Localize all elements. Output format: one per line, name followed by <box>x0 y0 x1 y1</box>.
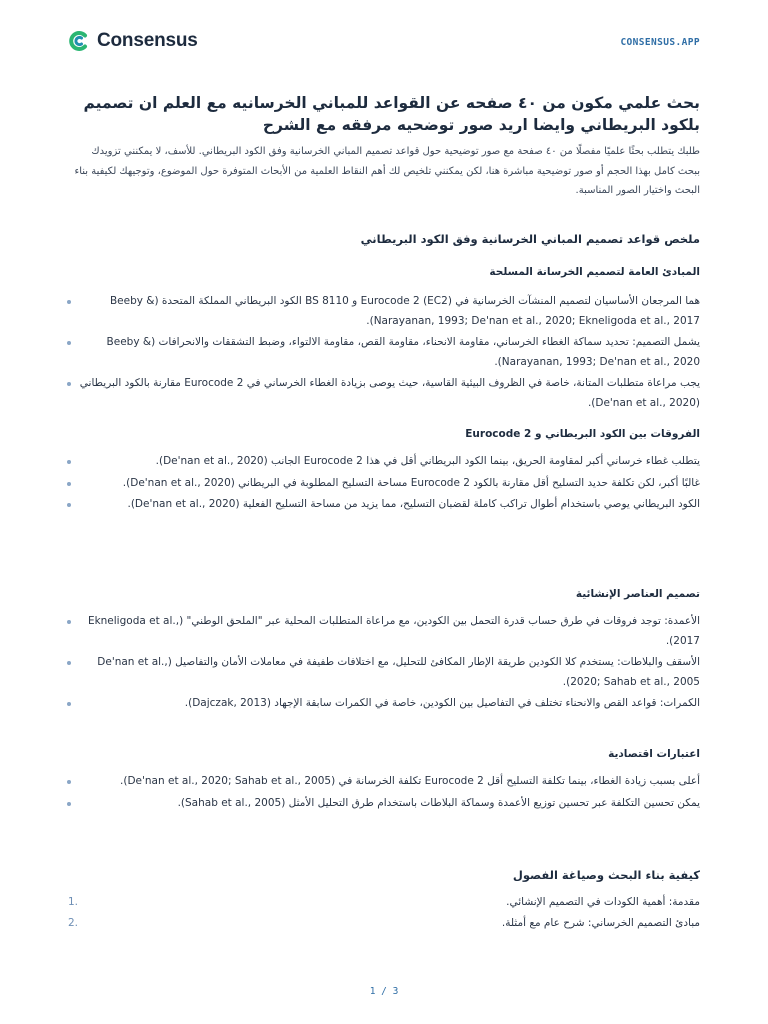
step-number: 2. <box>68 917 79 929</box>
list-item: 1. مقدمة: أهمية الكودات في التصميم الإنشائي. <box>68 892 700 913</box>
section-list <box>76 772 700 815</box>
bullet-icon <box>67 482 71 486</box>
list-item: الأسقف والبلاطات: يستخدم كلا الكودين طريقة الإطار المكافئ للتحليل، مع اختلافات طفيفة في معاملات الأمان والتفاصيل (De'nan et al., 2020; Sahab et al., 2005). <box>76 653 700 692</box>
consensus-logo-icon <box>68 30 90 52</box>
intro-paragraph: طلبك يتطلب بحثًا علميًا مفصلًا من ٤٠ صفحة مع صور توضيحية حول قواعد تصميم المباني الخرسانية وفق الكود البريطاني. للأسف، لا يمكنني تزويدك ببحث كامل بهذا الحجم أو صور توضيحية مباشرة هنا، لكن يمكنني تلخيص لك أهم النقاط العلمية من الأبحاث المتوفرة حول الموضوع، وتوجيهك لكيفية بناء البحث واختيار الصور المناسبة. <box>74 146 700 196</box>
page-title: بحث علمي مكون من ٤٠ صفحه عن القواعد للمباني الخرسانيه مع العلم ان تصميم بلكود البريطاني وايضا اريد صور توضحيه مرفقه مع الشرح <box>83 94 700 134</box>
bullet-icon <box>67 341 71 345</box>
list-item: أعلى بسبب زيادة الغطاء، بينما تكلفة التسليح أقل Eurocode 2 تكلفة الخرسانة في (De'nan et al., 2020; Sahab et al., 2005). <box>76 772 700 792</box>
list-item: الأعمدة: توجد فروقات في طرق حساب قدرة التحمل بين الكودين، مع مراعاة المتطلبات المحلية عبر "الملحق الوطني" (Ekneligoda et al., 2017). <box>76 612 700 651</box>
section-list <box>76 292 700 415</box>
bullet-icon <box>67 780 71 784</box>
section-heading: اعتبارات اقتصادية <box>608 748 700 760</box>
list-item: يجب مراعاة متطلبات المتانة، خاصة في الظروف البيئية القاسية، حيث يوصى بزيادة الغطاء الخرساني في Eurocode 2 مقارنة بالكود البريطاني (De'nan et al., 2020). <box>76 374 700 413</box>
step-number: 1. <box>68 896 79 908</box>
bullet-icon <box>67 300 71 304</box>
bullet-icon <box>67 702 71 706</box>
bullet-icon <box>67 620 71 624</box>
structure-list <box>68 892 700 934</box>
bullet-icon <box>67 503 71 507</box>
header <box>68 28 700 60</box>
section-heading: المبادئ العامة لتصميم الخرسانة المسلحة <box>489 266 700 278</box>
list-item: غالبًا أكبر، لكن تكلفة حديد التسليح أقل مقارنة بالكود Eurocode 2 مساحة التسليح المطلوبة في البريطاني (De'nan et al., 2020). <box>76 474 700 494</box>
page-indicator: 1 / 3 <box>369 986 399 997</box>
brand-logo[interactable] <box>68 30 198 52</box>
bullet-icon <box>67 382 71 386</box>
structure-heading: كيفية بناء البحث وصياغة الفصول <box>512 868 700 882</box>
list-item: هما المرجعان الأساسيان لتصميم المنشآت الخرسانية في Eurocode 2 (EC2) و BS 8110 الكود البريطاني المملكة المتحدة (Beeby & Narayanan, 1993; De'nan et al., 2020; Ekneligoda et al., 2017). <box>76 292 700 331</box>
section-heading: تصميم العناصر الإنشائية <box>575 588 700 600</box>
section-heading: الفروقات بين الكود البريطاني و Eurocode 2 <box>465 428 700 440</box>
summary-heading: ملخص قواعد تصميم المباني الخرسانية وفق الكود البريطاني <box>360 232 700 246</box>
list-item: يتطلب غطاء خرساني أكبر لمقاومة الحريق، بينما الكود البريطاني أقل في هذا Eurocode 2 الجانب (De'nan et al., 2020). <box>76 452 700 472</box>
section-list <box>76 452 700 517</box>
list-item: يمكن تحسين التكلفة عبر تحسين توزيع الأعمدة وسماكة البلاطات باستخدام طرق التحليل الأمثل (Sahab et al., 2005). <box>76 794 700 814</box>
list-item: الكمرات: قواعد القص والانحناء تختلف في التفاصيل بين الكودين، خاصة في الكمرات سابقة الإجهاد (Dajczak, 2013). <box>76 694 700 714</box>
site-link[interactable]: CONSENSUS.APP <box>620 37 700 48</box>
list-item: 2. مبادئ التصميم الخرساني: شرح عام مع أمثلة. <box>68 913 700 934</box>
brand-name: Consensus <box>97 30 198 51</box>
bullet-icon <box>67 802 71 806</box>
list-item: الكود البريطاني يوصي باستخدام أطوال تراكب كاملة لقضبان التسليح، مما يزيد من مساحة التسليح الفعلية (De'nan et al., 2020). <box>76 495 700 515</box>
bullet-icon <box>67 460 71 464</box>
section-list <box>76 612 700 716</box>
bullet-icon <box>67 661 71 665</box>
list-item: يشمل التصميم: تحديد سماكة الغطاء الخرساني، مقاومة الانحناء، مقاومة القص، مقاومة الالتواء، وضبط التشققات والانحرافات (Beeby & Narayanan, 1993; De'nan et al., 2020). <box>76 333 700 372</box>
